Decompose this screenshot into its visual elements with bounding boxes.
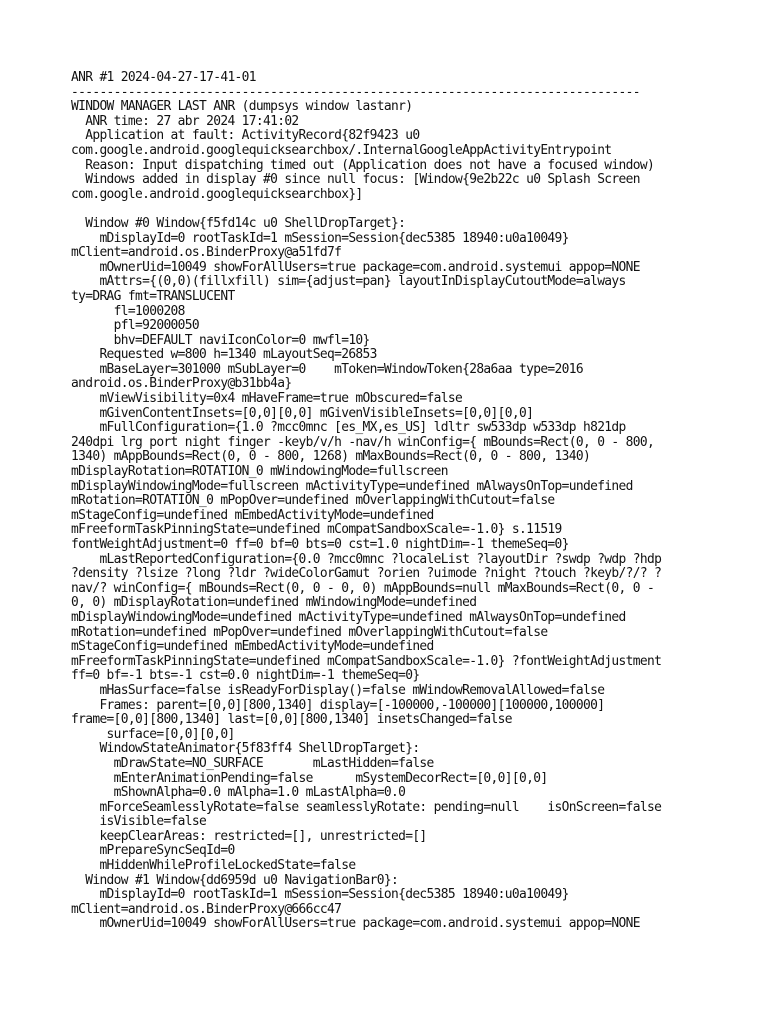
anr-dump-text: ANR #1 2024-04-27-17-41-01 -------------------------------------------------------------------------------- WINDOW MANAGER LAST ANR (dumpsys window lastanr) ANR time: 27 abr 2024 17:41:02 Application at fault: ActivityRecord{82f9423 u0 com.google.android.googlequicksearchbox/.InternalGoogleAppActivityEntrypoint Reason: Input dispatching timed out (Application does not have a focused window) Windows added in display #0 since null focus: [Window{9e2b22c u0 Splash Screen com.google.android.googlequicksearchbox}] Window #0 Window{f5fd14c u0 ShellDropTarget}: mDisplayId=0 rootTaskId=1 mSession=Session{dec5385 18940:u0a10049} mClient=android.os.BinderProxy@a51fd7f mOwnerUid=10049 showForAllUsers=true package=com.android.systemui appop=NONE mAttrs={(0,0)(fillxfill) sim={adjust=pan} layoutInDisplayCutoutMode=always ty=DRAG fmt=TRANSLUCENT fl=1000208 pfl=92000050 bhv=DEFAULT naviIconColor=0 mwfl=10} Requested w=800 h=1340 mLayoutSeq=26853 mBaseLayer=301000 mSubLayer=0 mToken=WindowToken{28a6aa type=2016 android.os.BinderProxy@b31bb4a} mViewVisibility=0x4 mHaveFrame=true mObscured=false mGivenContentInsets=[0,0][0,0] mGivenVisibleInsets=[0,0][0,0] mFullConfiguration={1.0 ?mcc0mnc [es_MX,es_US] ldltr sw533dp w533dp h821dp 240dpi lrg port night finger -keyb/v/h -nav/h winConfig={ mBounds=Rect(0, 0 - 800, 1340) mAppBounds=Rect(0, 0 - 800, 1268) mMaxBounds=Rect(0, 0 - 800, 1340) mDisplayRotation=ROTATION_0 mWindowingMode=fullscreen mDisplayWindowingMode=fullscreen mActivityType=undefined mAlwaysOnTop=undefined mRotation=ROTATION_0 mPopOver=undefined mOverlappingWithCutout=false mStageConfig=undefined mEmbedActivityMode=undefined mFreeformTaskPinningState=undefined mCompatSandboxScale=-1.0} s.11519 fontWeightAdjustment=0 ff=0 bf=0 bts=0 cst=1.0 nightDim=-1 themeSeq=0} mLastReportedConfiguration={0.0 ?mcc0mnc ?localeList ?layoutDir ?swdp ?wdp ?hdp ?density ?lsize ?long ?ldr ?wideColorGamut ?orien ?uimode ?night ?touch ?keyb/?/? ? nav/? winConfig={ mBounds=Rect(0, 0 - 0, 0) mAppBounds=null mMaxBounds=Rect(0, 0 - 0, 0) mDisplayRotation=undefined mWindowingMode=undefined mDisplayWindowingMode=undefined mActivityType=undefined mAlwaysOnTop=undefined mRotation=undefined mPopOver=undefined mOverlappingWithCutout=false mStageConfig=undefined mEmbedActivityMode=undefined mFreeformTaskPinningState=undefined mCompatSandboxScale=-1.0} ?fontWeightAdjustment ff=0 bf=-1 bts=-1 cst=0.0 nightDim=-1 themeSeq=0} mHasSurface=false isReadyForDisplay()=false mWindowRemovalAllowed=false Frames: parent=[0,0][800,1340] display=[-100000,-100000][100000,100000] frame=[0,0][800,1340] last=[0,0][800,1340] insetsChanged=false surface=[0,0][0,0] WindowStateAnimator{5f83ff4 ShellDropTarget}: mDrawState=NO_SURFACE mLastHidden=false mEnterAnimationPending=false mSystemDecorRect=[0,0][0,0] mShownAlpha=0.0 mAlpha=1.0 mLastAlpha=0.0 mForceSeamlesslyRotate=false seamlesslyRotate: pending=null isOnScreen=false isVisible=false keepClearAreas: restricted=[], unrestricted=[] mPrepareSyncSeqId=0 mHiddenWhileProfileLockedState=false Window #1 Window{dd6959d u0 NavigationBar0}: mDisplayId=0 rootTaskId=1 mSession=Session{dec5385 18940:u0a10049} mClient=android.os.BinderProxy@666cc47 mOwnerUid=10049 showForAllUsers=true package=com.android.systemui appop=NONE xyxy=(71,70,662,932)
